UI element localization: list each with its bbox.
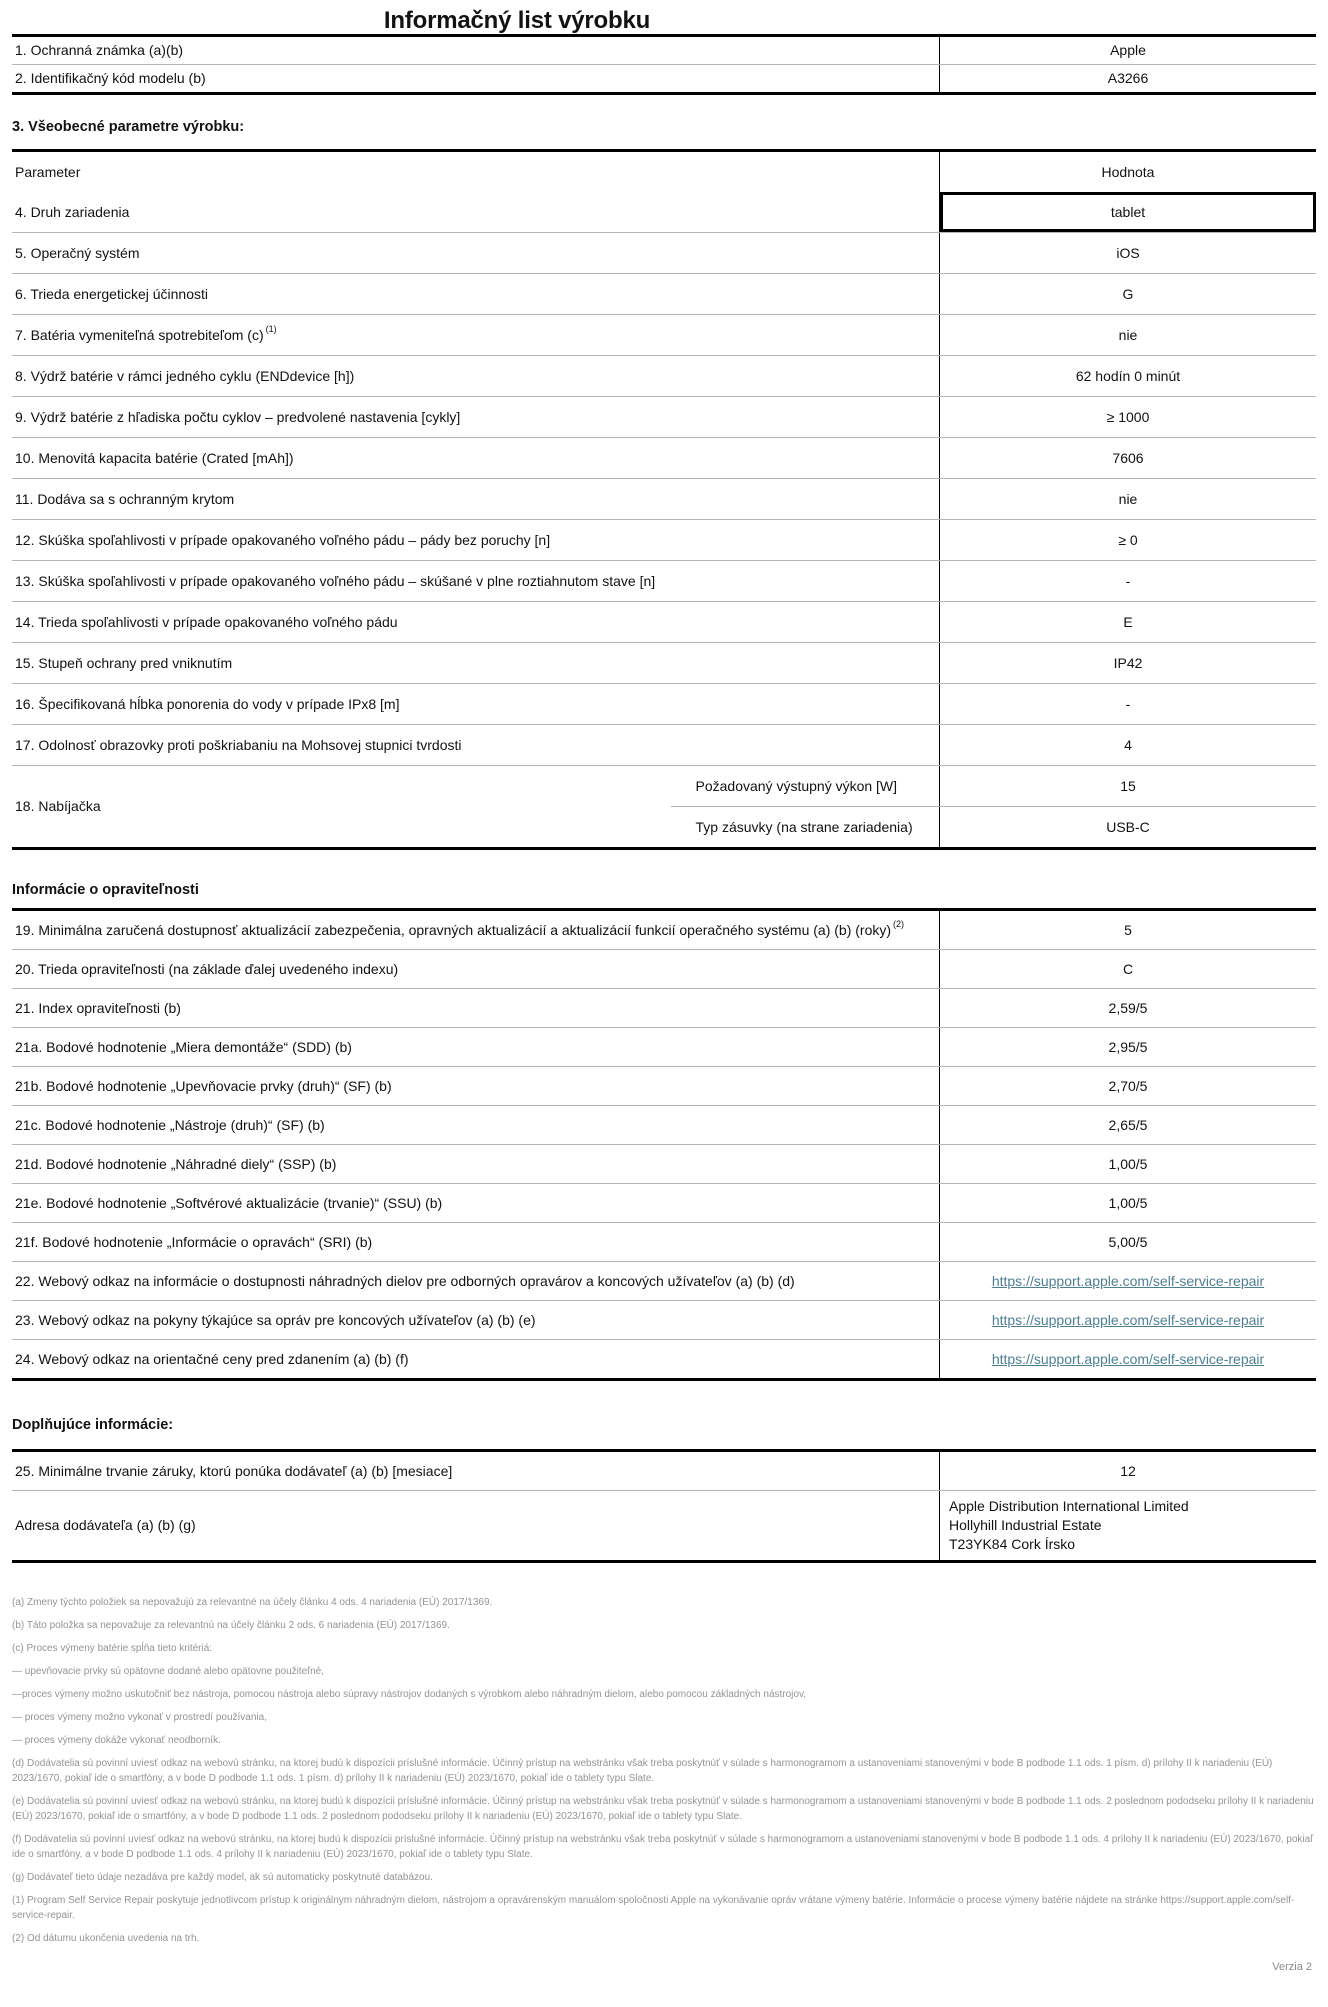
footnote: (b) Táto položka sa nepovažuje za relevantnú na účely článku 2 ods. 6 nariadenia (EÚ) 2017/1369. xyxy=(12,1620,450,1631)
identification-table xyxy=(12,34,1316,95)
row-value: - xyxy=(939,561,1316,601)
footnote-ref: (2) xyxy=(893,918,905,929)
footnote: (e) Dodávatelia sú povinní uviesť odkaz na webovú stránku, na ktorej budú k dispozícii príslušné informácie. Účinný prístup na webstránku však treba poskytnúť v súlade s harmonogramom a ustanoveniami stanovenými v bode B podbode 1.1 ods. 2 poslednom pododseku prílohy II k nariadeniu (EÚ) 2023/1670, pokiaľ ide o smartfóny, a v bode D podbode 1.1 ods. 2 poslednom pododseku prílohy II k nariadeniu (EÚ) 2023/1670, pokiaľ ide o tablety typu Slate. xyxy=(12,1796,1314,1822)
row-value: E xyxy=(939,602,1316,642)
row-label: 15. Stupeň ochrany pred vniknutím xyxy=(15,654,233,671)
supplier-address xyxy=(939,1491,1316,1560)
row-value: 2,95/5 xyxy=(939,1028,1316,1066)
row-label: 21e. Bodové hodnotenie „Softvérové aktualizácie (trvanie)“ (SSU) (b) xyxy=(15,1194,443,1211)
row-label: 20. Trieda opraviteľnosti (na základe ďalej uvedeného indexu) xyxy=(15,960,399,977)
page-title: Informačný list výrobku xyxy=(383,7,651,34)
table-row xyxy=(12,911,1316,949)
table-row xyxy=(12,560,1316,601)
repairability-rows xyxy=(12,911,1316,1378)
row-label: 5. Operačný systém xyxy=(15,244,140,261)
row-label: 1. Ochranná známka (a)(b) xyxy=(15,42,184,58)
address-line: T23YK84 Cork Írsko xyxy=(949,1536,1076,1552)
row-label: 19. Minimálna zaručená dostupnosť aktualizácií zabezpečenia, opravných aktualizácií a aktualizácií funkcií operačného systému (a) (b) (roky) (2) xyxy=(15,918,905,938)
row-value: G xyxy=(939,274,1316,314)
row-label: 12. Skúška spoľahlivosti v prípade opakovaného voľného pádu – pády bez poruchy [n] xyxy=(15,531,551,548)
row-value: nie xyxy=(939,315,1316,355)
table-header-row xyxy=(12,152,1316,192)
additional-info-table xyxy=(12,1449,1316,1563)
header-value: Hodnota xyxy=(939,152,1316,192)
row-label: 4. Druh zariadenia xyxy=(15,203,130,220)
row-value xyxy=(939,1262,1316,1300)
row-label: 2. Identifikačný kód modelu (b) xyxy=(15,70,206,86)
row-label: 6. Trieda energetickej účinnosti xyxy=(15,285,208,302)
row-label: 23. Webový odkaz na pokyny týkajúce sa opráv pre koncových užívateľov (a) (b) (e) xyxy=(15,1311,536,1328)
row-label: Adresa dodávateľa (a) (b) (g) xyxy=(15,1517,196,1533)
row-label: 8. Výdrž batérie v rámci jedného cyklu (ENDdevice [h]) xyxy=(15,367,355,384)
charger-power-label: Požadovaný výstupný výkon [W] xyxy=(695,777,898,794)
table-row xyxy=(12,1183,1316,1222)
row-label: 16. Špecifikovaná hĺbka ponorenia do vody v prípade IPx8 [m] xyxy=(15,695,400,712)
general-rows xyxy=(12,192,1316,765)
table-row xyxy=(12,355,1316,396)
footnote: (d) Dodávatelia sú povinní uviesť odkaz na webovú stránku, na ktorej budú k dispozícii príslušné informácie. Účinný prístup na webstránku však treba poskytnúť v súlade s harmonogramom a ustanoveniami stanovenými v bode B podbode 1.1 ods. 1 písm. d) prílohy II k nariadeniu (EÚ) 2023/1670, pokiaľ ide o smartfóny, a v bode D podbode 1.1 ods. 1 písm. d) prílohy II k nariadeniu (EÚ) 2023/1670, pokiaľ ide o tablety typu Slate. xyxy=(12,1758,1273,1784)
footnote: — proces výmeny dokáže vykonať neodborník. xyxy=(12,1735,221,1746)
table-row xyxy=(12,64,1316,92)
table-row xyxy=(12,192,1316,232)
table-row xyxy=(12,988,1316,1027)
footnote: (a) Zmeny týchto položiek sa nepovažujú za relevantné na účely článku 4 ods. 4 nariadenia (EÚ) 2017/1369. xyxy=(12,1597,493,1608)
row-label: 17. Odolnosť obrazovky proti poškriabaniu na Mohsovej stupnici tvrdosti xyxy=(15,736,462,753)
footnotes-block xyxy=(12,1595,1316,1946)
footnote: (f) Dodávatelia sú povinní uviesť odkaz na webovú stránku, na ktorej budú k dispozícii príslušné informácie. Účinný prístup na webstránku však treba poskytnúť v súlade s harmonogramom a ustanoveniami stanovenými v bode B podbode 1.1 ods. 4 prílohy II k nariadeniu (EÚ) 2023/1670, pokiaľ ide o smartfóny, a v bode D podbode 1.1 ods. 4 prílohy II k nariadeniu (EÚ) 2023/1670, pokiaľ ide o tablety typu Slate. xyxy=(12,1834,1314,1860)
table-row xyxy=(12,396,1316,437)
table-row xyxy=(12,1261,1316,1300)
charger-subtable xyxy=(671,766,1317,847)
footnote: (2) Od dátumu ukončenia uvedenia na trh. xyxy=(12,1933,200,1944)
table-row xyxy=(12,437,1316,478)
additional-rows xyxy=(12,1452,1316,1560)
row-label: 14. Trieda spoľahlivosti v prípade opakovaného voľného pádu xyxy=(15,613,398,630)
footnote: — proces výmeny možno vykonať v prostredí používania, xyxy=(12,1712,267,1723)
row-value: 4 xyxy=(939,725,1316,765)
row-value: tablet xyxy=(939,192,1316,232)
table-row xyxy=(12,478,1316,519)
row-label: 11. Dodáva sa s ochranným krytom xyxy=(15,490,235,507)
table-row xyxy=(12,949,1316,988)
row-value: Apple xyxy=(939,37,1316,64)
table-row xyxy=(12,1144,1316,1183)
row-value: C xyxy=(939,950,1316,988)
table-row xyxy=(12,314,1316,355)
version-label: Verzia 2 xyxy=(1272,1961,1312,1973)
row-value: 7606 xyxy=(939,438,1316,478)
repairability-table xyxy=(12,908,1316,1381)
support-link[interactable]: https://support.apple.com/self-service-repair xyxy=(991,1350,1265,1367)
row-label: 9. Výdrž batérie z hľadiska počtu cyklov – predvolené nastavenia [cykly] xyxy=(15,408,461,425)
table-row xyxy=(12,642,1316,683)
footnote: —proces výmeny možno uskutočniť bez nástroja, pomocou nástroja alebo súpravy nástrojov dodaných s výrobkom alebo náhradným dielom, alebo pomocou základných nástrojov, xyxy=(12,1689,806,1700)
charger-port-value: USB-C xyxy=(939,807,1316,847)
footnote: (c) Proces výmeny batérie spĺňa tieto kritériá: xyxy=(12,1643,213,1654)
row-label: 25. Minimálne trvanie záruky, ktorú ponúka dodávateľ (a) (b) [mesiace] xyxy=(15,1462,453,1479)
identification-rows xyxy=(12,37,1316,92)
additional-info-heading: Doplňujúce informácie: xyxy=(12,1417,174,1433)
support-link[interactable]: https://support.apple.com/self-service-repair xyxy=(991,1272,1265,1289)
row-value: nie xyxy=(939,479,1316,519)
charger-port-row xyxy=(671,806,1317,847)
general-parameters-heading: 3. Všeobecné parametre výrobku: xyxy=(12,119,245,135)
row-label: 21b. Bodové hodnotenie „Upevňovacie prvky (druh)“ (SF) (b) xyxy=(15,1077,392,1094)
row-value: 1,00/5 xyxy=(939,1145,1316,1183)
row-label: 24. Webový odkaz na orientačné ceny pred zdanením (a) (b) (f) xyxy=(15,1350,409,1367)
table-row xyxy=(12,232,1316,273)
row-value: IP42 xyxy=(939,643,1316,683)
table-row xyxy=(12,724,1316,765)
row-label: 21d. Bodové hodnotenie „Náhradné diely“ (SSP) (b) xyxy=(15,1155,337,1172)
charger-row xyxy=(12,765,1316,847)
row-value xyxy=(939,1340,1316,1378)
row-value: ≥ 1000 xyxy=(939,397,1316,437)
row-value: ≥ 0 xyxy=(939,520,1316,560)
row-label: 22. Webový odkaz na informácie o dostupnosti náhradných dielov pre odborných opravárov a koncových užívateľov (a) (b) (d) xyxy=(15,1272,795,1289)
row-value: 2,65/5 xyxy=(939,1106,1316,1144)
footnote: — upevňovacie prvky sú opätovne dodané alebo opätovne použiteľné, xyxy=(12,1666,325,1677)
row-value: 62 hodín 0 minút xyxy=(939,356,1316,396)
table-row xyxy=(12,601,1316,642)
header-parameter: Parameter xyxy=(15,163,81,180)
row-label: 13. Skúška spoľahlivosti v prípade opakovaného voľného pádu – skúšané v plne roztiahnutom stave [n] xyxy=(15,572,656,589)
row-value: 5 xyxy=(939,911,1316,949)
row-value: - xyxy=(939,684,1316,724)
row-label: 21f. Bodové hodnotenie „Informácie o opravách“ (SRI) (b) xyxy=(15,1233,373,1250)
row-value: A3266 xyxy=(939,65,1316,92)
charger-port-label: Typ zásuvky (na strane zariadenia) xyxy=(695,818,913,835)
row-label: 21a. Bodové hodnotenie „Miera demontáže“ (SDD) (b) xyxy=(15,1038,352,1055)
charger-power-value: 15 xyxy=(939,766,1316,806)
table-row xyxy=(12,1105,1316,1144)
table-row xyxy=(12,1027,1316,1066)
row-value: 1,00/5 xyxy=(939,1184,1316,1222)
row-label: 21c. Bodové hodnotenie „Nástroje (druh)“ (SF) (b) xyxy=(15,1116,325,1133)
table-row xyxy=(12,683,1316,724)
table-row xyxy=(12,1222,1316,1261)
support-link[interactable]: https://support.apple.com/self-service-repair xyxy=(991,1311,1265,1328)
charger-power-row xyxy=(671,766,1317,806)
general-parameters-table xyxy=(12,149,1316,850)
row-label: 7. Batéria vymeniteľná spotrebiteľom (c) (1) xyxy=(15,323,277,343)
address-line: Hollyhill Industrial Estate xyxy=(949,1517,1102,1533)
table-row xyxy=(12,1490,1316,1560)
address-line: Apple Distribution International Limited xyxy=(949,1498,1189,1514)
row-value: 2,59/5 xyxy=(939,989,1316,1027)
repairability-heading: Informácie o opraviteľnosti xyxy=(12,882,199,898)
row-label: 21. Index opraviteľnosti (b) xyxy=(15,999,181,1016)
table-row xyxy=(12,519,1316,560)
row-value: iOS xyxy=(939,233,1316,273)
footnote: (g) Dodávateľ tieto údaje nezadáva pre každý model, ak sú automaticky poskytnuté databázou. xyxy=(12,1872,433,1883)
row-value: 5,00/5 xyxy=(939,1223,1316,1261)
table-row xyxy=(12,273,1316,314)
footnote: (1) Program Self Service Repair poskytuje jednotlivcom prístup k originálnym náhradným dielom, nástrojom a opravárenským manuálom spoločnosti Apple na vykonávanie opráv vrátane výmeny batérie. Informácie o procese výmeny batérie nájdete na stránke https://support.apple.com/self-service-repair. xyxy=(12,1895,1295,1921)
row-label: 18. Nabíjačka xyxy=(15,798,101,814)
table-row xyxy=(12,37,1316,64)
footnote-ref: (1) xyxy=(265,323,277,334)
row-value: 2,70/5 xyxy=(939,1067,1316,1105)
table-row xyxy=(12,1452,1316,1490)
row-value xyxy=(939,1301,1316,1339)
charger-label xyxy=(12,766,671,847)
table-row xyxy=(12,1066,1316,1105)
table-row xyxy=(12,1339,1316,1378)
table-row xyxy=(12,1300,1316,1339)
row-value: 12 xyxy=(939,1452,1316,1490)
row-label: 10. Menovitá kapacita batérie (Crated [mAh]) xyxy=(15,449,294,466)
